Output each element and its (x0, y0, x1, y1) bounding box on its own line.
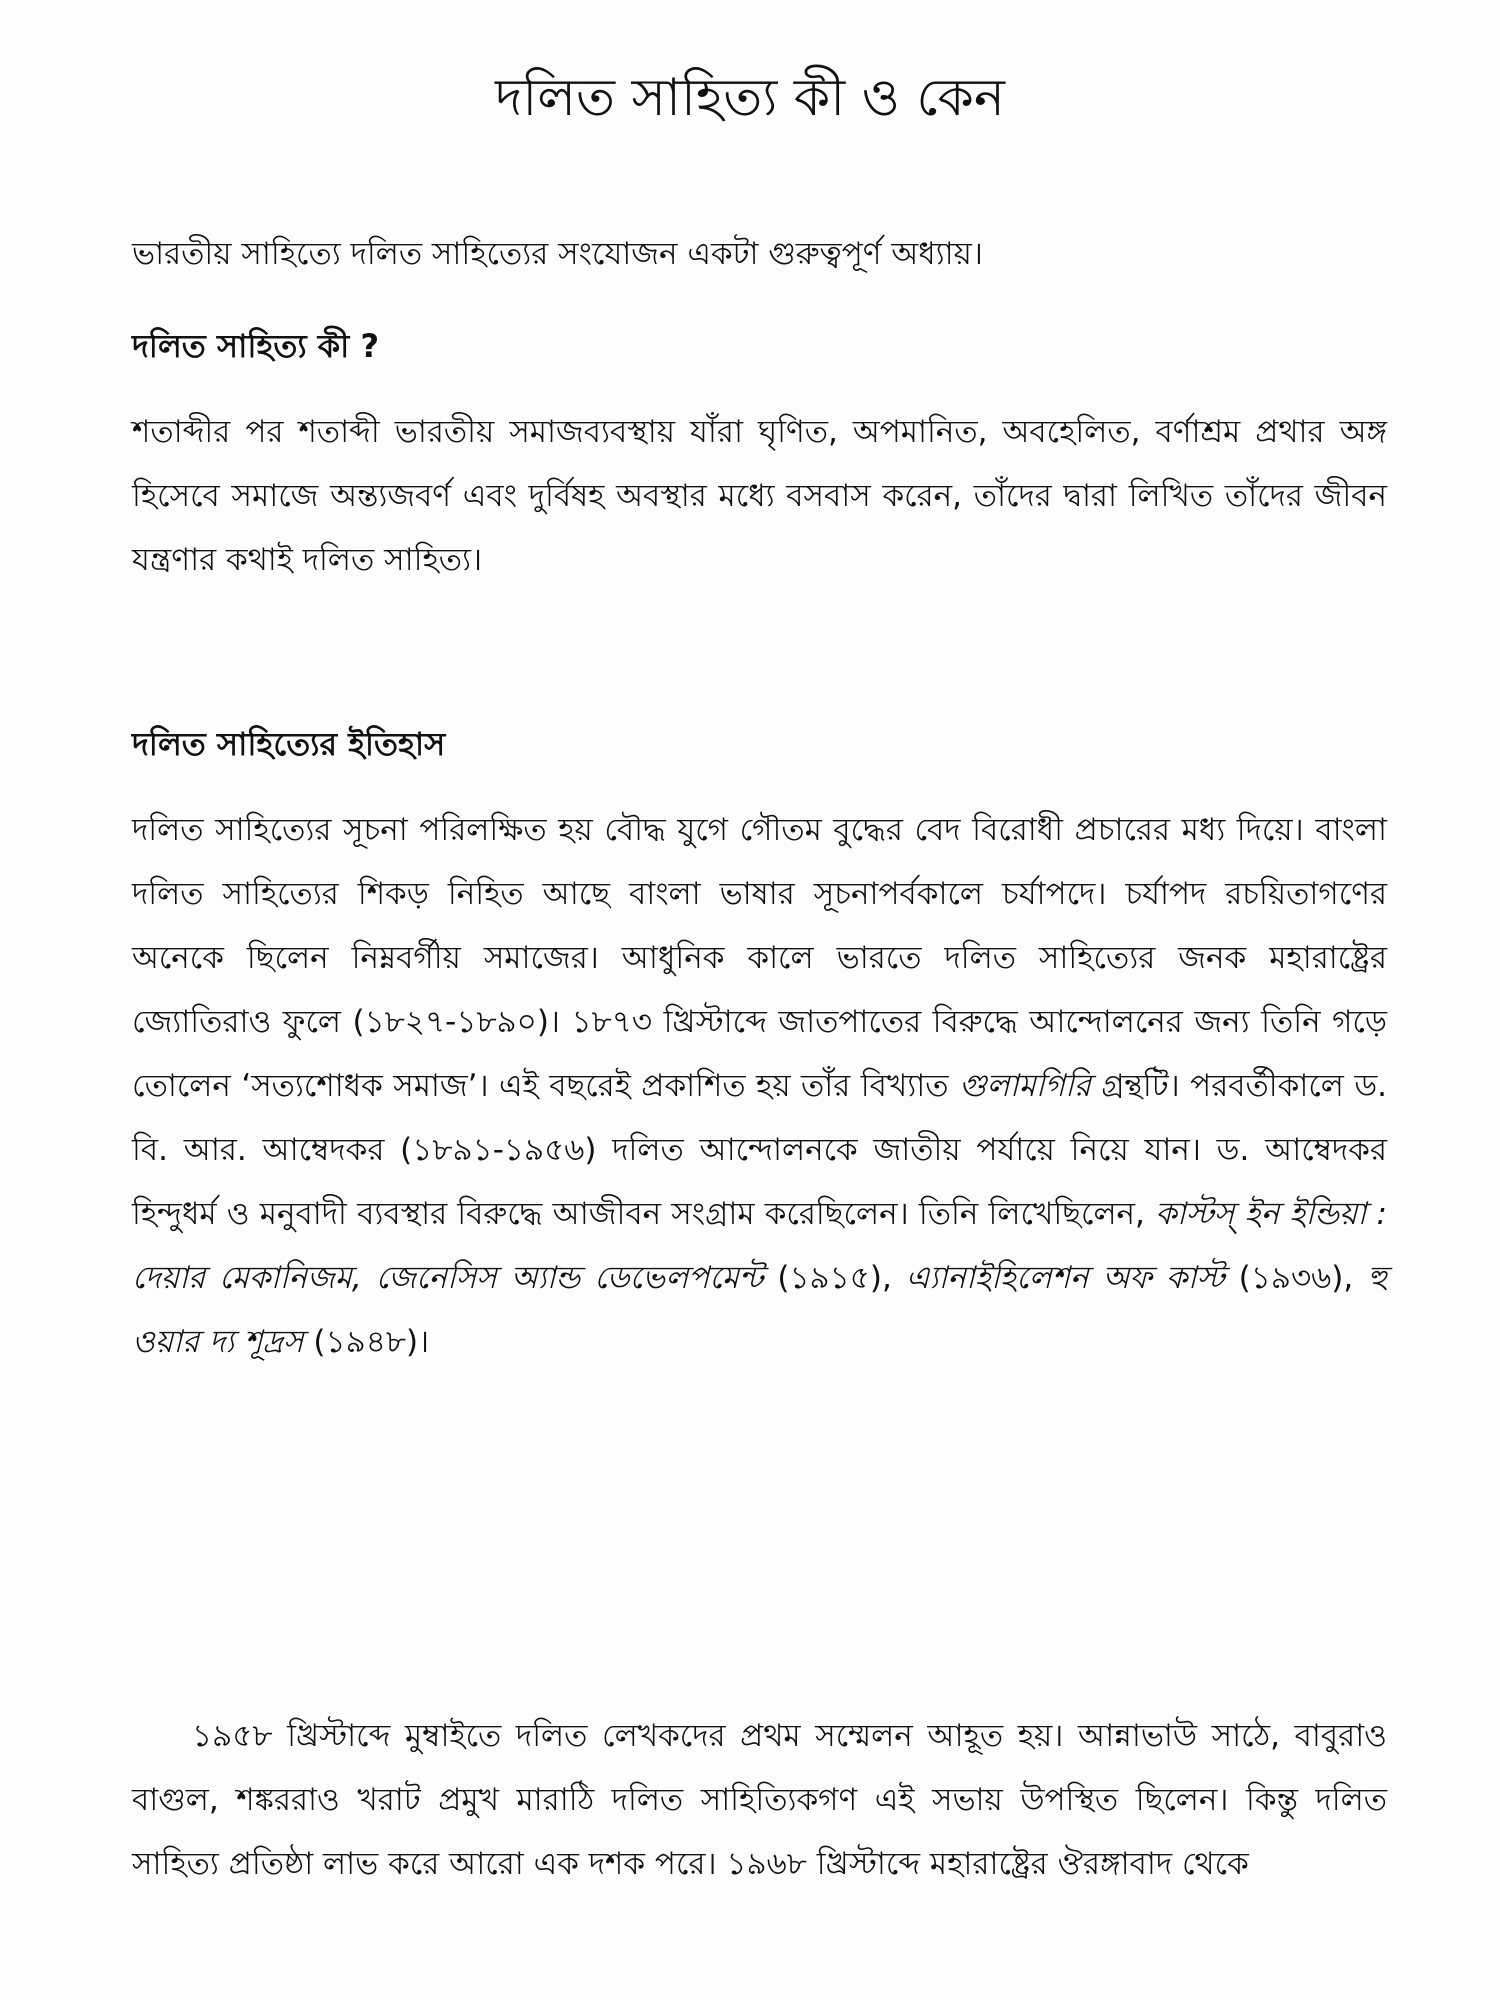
conference-paragraph: ১৯৫৮ খ্রিস্টাব্দে মুম্বাইতে দলিত লেখকদের প্রথম সম্মেলন আহূত হয়। আন্নাভাউ সাঠে, বাবুরাও বাগুল, শঙ্কররাও খরাট প্রমুখ মারাঠি দলিত সাহিত্যিকগণ এই সভায় উপস্থিত ছিলেন। কিন্তু দলিত সাহিত্য প্রতিষ্ঠা লাভ করে আরো এক দশক পরে। ১৯৬৮ খ্রিস্টাব্দে মহারাষ্ট্রের ঔরঙ্গাবাদ থেকে (132, 1718, 1387, 1882)
history-text-a: দলিত সাহিত্যের সূচনা পরিলক্ষিত হয় বৌদ্ধ যুগে গৌতম বুদ্ধের বেদ বিরোধী প্রচারের মধ্য দিয়ে। বাংলা দলিত সাহিত্যের শিকড় নিহিত আছে বাংলা ভাষার সূচনাপর্বকালে চর্যাপদে। চর্যাপদ রচয়িতাগণের অনেকে ছিলেন নিম্নবর্গীয় সমাজের। আধুনিক কালে ভারতে দলিত সাহিত্যের জনক মহারাষ্ট্রের জ্যোতিরাও ফুলে (১৮২৭-১৮৯০)। ১৮৭৩ খ্রিস্টাব্দে জাতপাতের বিরুদ্ধে আন্দোলনের জন্য তিনি গড়ে তোলেন ‘সত্যশোধক সমাজ’। এই বছরেই প্রকাশিত হয় তাঁর বিখ্যাত (132, 812, 1387, 1104)
history-paragraph (132, 798, 1387, 1374)
history-text-c: (১৯১৫), (763, 1260, 906, 1296)
book-title-who-were-the-shudras: হু ওয়ার দ্য শূদ্রস (132, 1260, 1387, 1360)
intro-paragraph: ভারতীয় সাহিত্যে দলিত সাহিত্যের সংযোজন একটা গুরুত্বপূর্ণ অধ্যায়। (132, 236, 983, 272)
section-heading-what-is: দলিত সাহিত্য কী ? (132, 327, 380, 365)
definition-paragraph: শতাব্দীর পর শতাব্দী ভারতীয় সমাজব্যবস্থায় যাঁরা ঘৃণিত, অপমানিত, অবহেলিত, বর্ণাশ্রম প্রথার অঙ্গ হিসেবে সমাজে অন্ত্যজবর্ণ এবং দুর্বিষহ অবস্থার মধ্যে বসবাস করেন, তাঁদের দ্বারা লিখিত তাঁদের জীবন যন্ত্রণার কথাই দলিত সাহিত্য। (132, 414, 1387, 578)
history-text-e: (১৯৪৮)। (303, 1324, 430, 1360)
book-title-gulamgiri: গুলামগিরি (958, 1068, 1091, 1104)
history-text-b: গ্রন্থটি। পরবর্তীকালে ড. বি. আর. আম্বেদকর (১৮৯১-১৯৫৬) দলিত আন্দোলনকে জাতীয় পর্যায়ে নিয়ে যান। ড. আম্বেদকর হিন্দুধর্ম ও মনুবাদী ব্যবস্থার বিরুদ্ধে আজীবন সংগ্রাম করেছিলেন। তিনি লিখেছিলেন, (132, 1068, 1387, 1232)
book-title-annihilation-of-caste: এ্যানাইহিলেশন অফ কাস্ট (905, 1260, 1225, 1296)
book-title-castes-in-india: কাস্টস্ ইন ইন্ডিয়া : দেয়ার মেকানিজম, জেনেসিস অ্যান্ড ডেভেলপমেন্ট (132, 1196, 1387, 1296)
history-text-d: (১৯৩৬), (1224, 1260, 1368, 1296)
page-title: দলিত সাহিত্য কী ও কেন (495, 68, 1005, 128)
section-heading-history: দলিত সাহিত্যের ইতিহাস (132, 725, 446, 763)
